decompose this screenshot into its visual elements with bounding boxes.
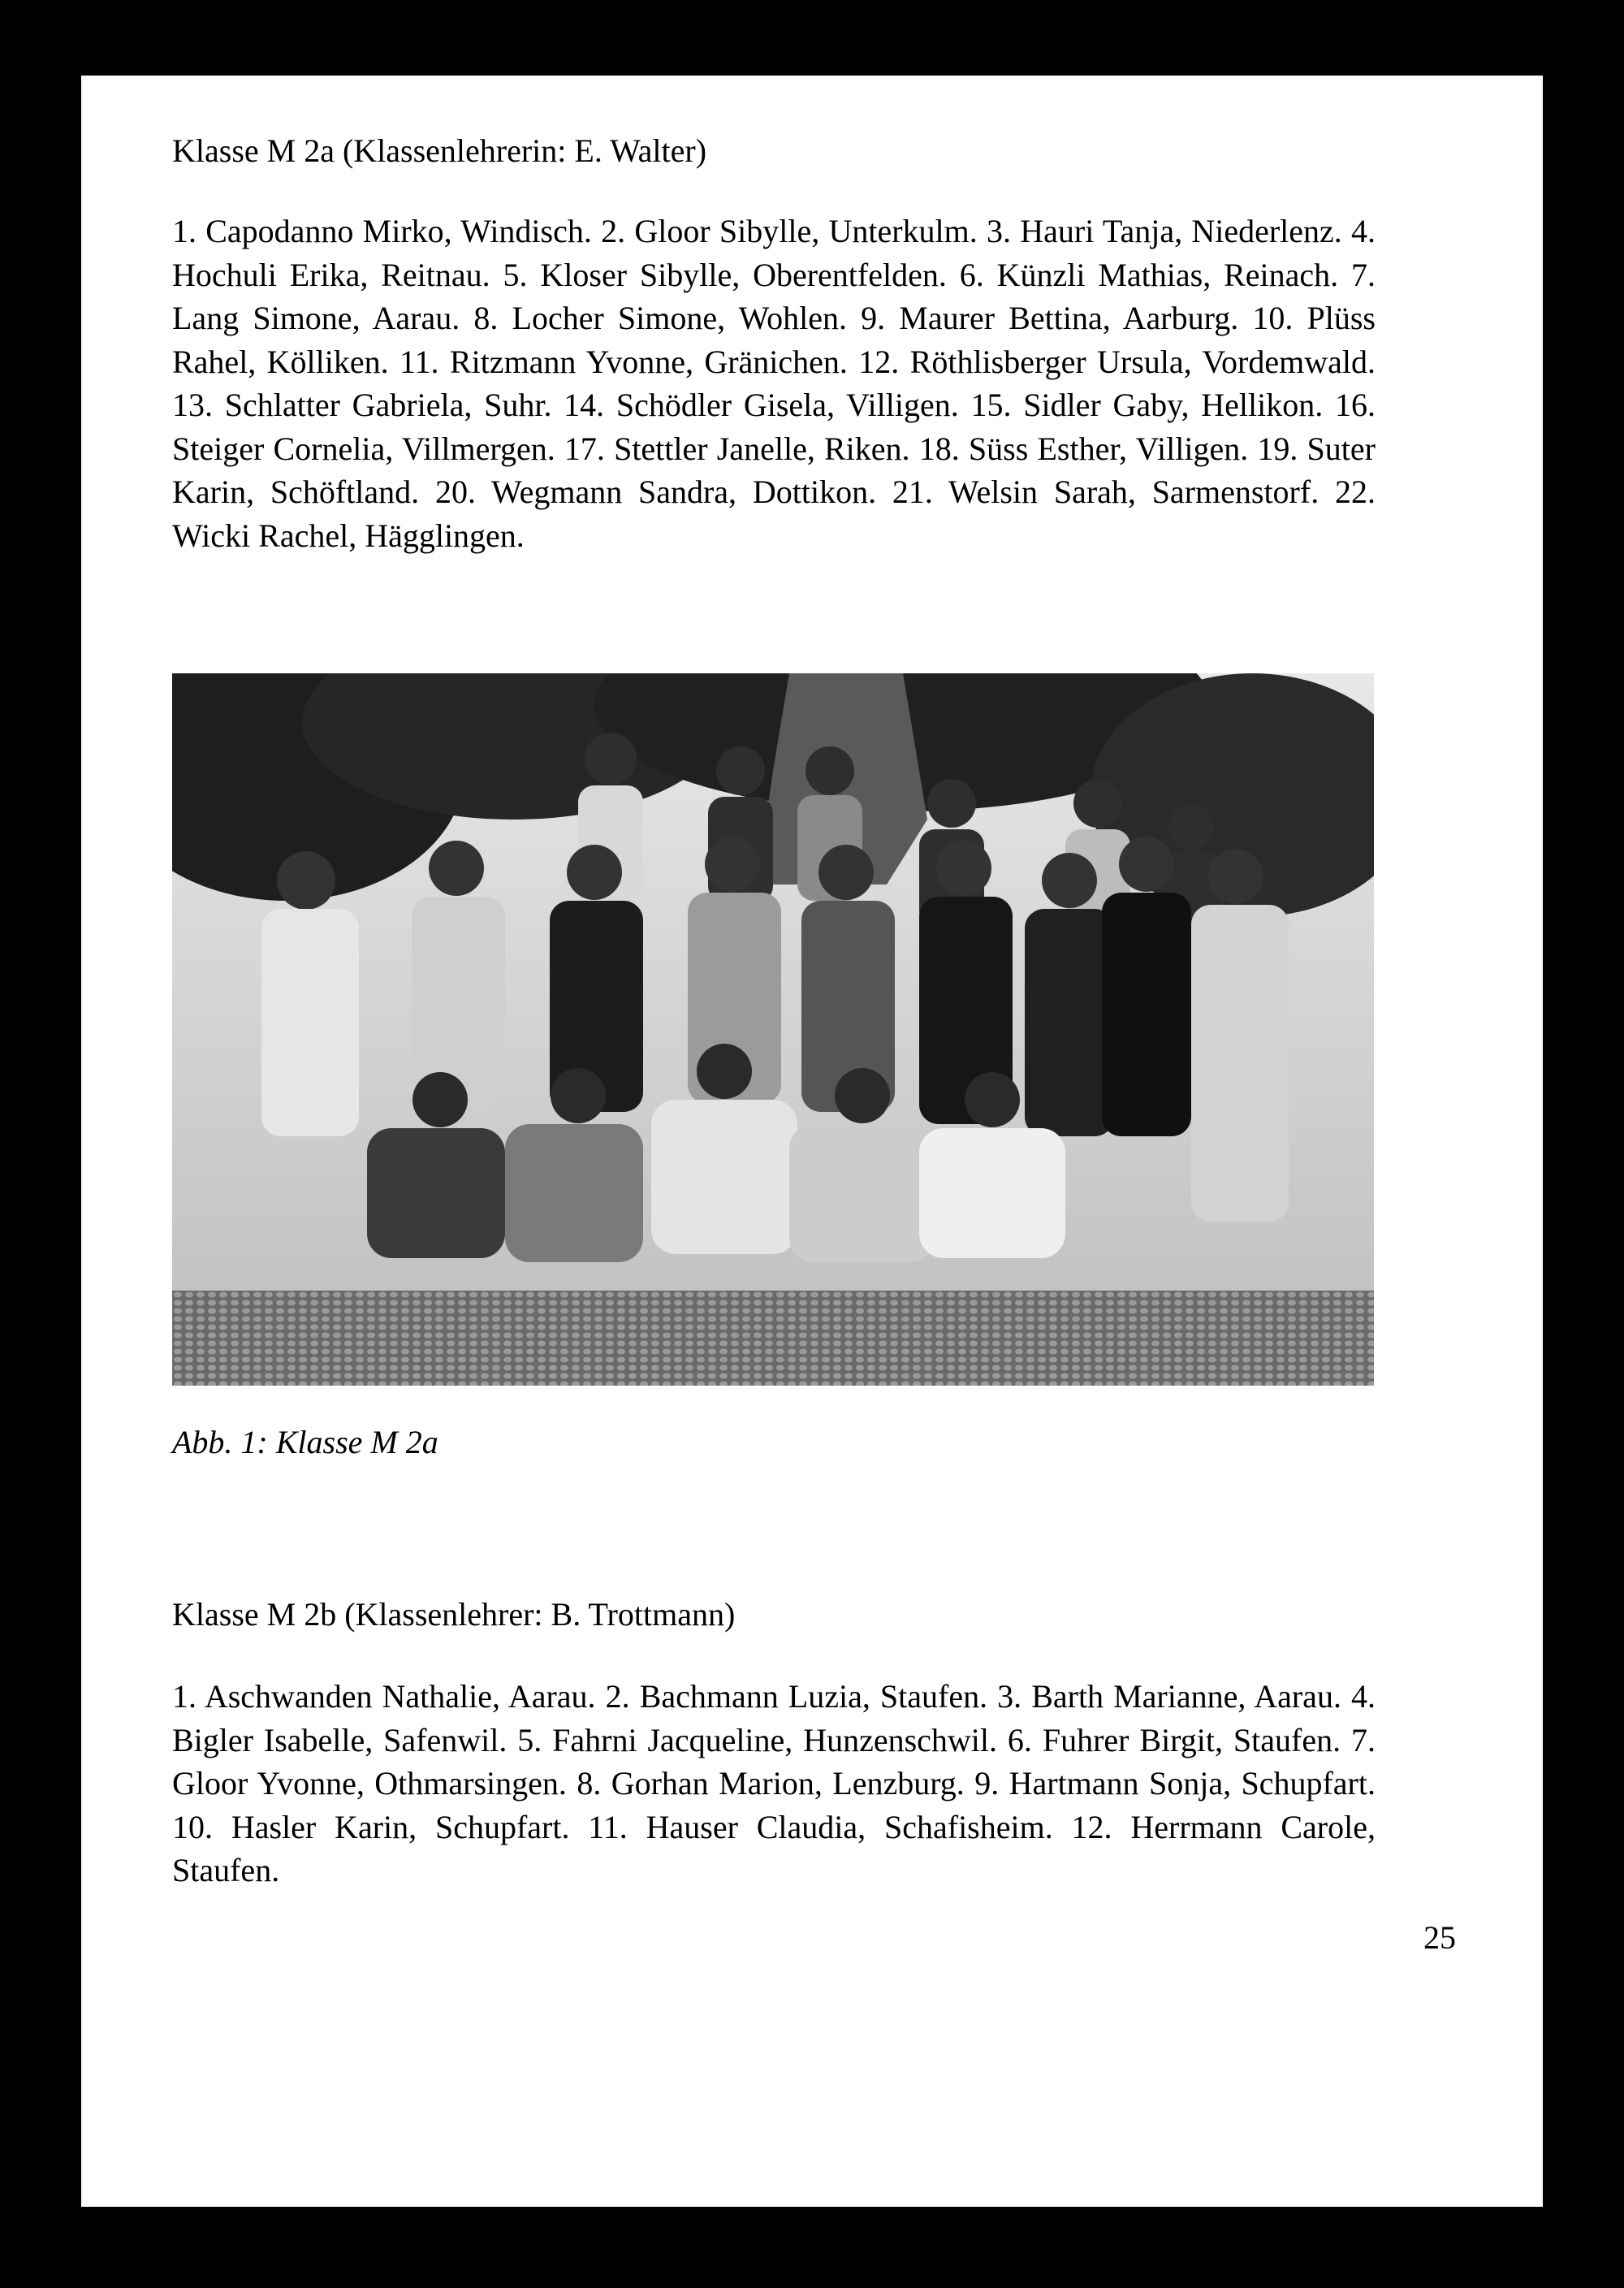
class-m2a-student-list: 1. Capodanno Mirko, Windisch. 2. Gloor Sibylle, Unterkulm. 3. Hauri Tanja, Niederlenz. 4. Hochuli Erika, Reitnau. 5. Kloser Sibylle, Oberentfelden. 6. Künzli Mathias, Reinach. 7. Lang Simone, Aarau. 8. Locher Simone, Wohlen. 9. Maurer Bettina, Aarburg. 10. Plüss Rahel, Kölliken. 11. Ritzmann Yvonne, Gränichen. 12. Röthlisberger Ursula, Vordemwald. 13. Schlatter Gabriela, Suhr. 14. Schödler Gisela, Villigen. 15. Sidler Gaby, Hellikon. 16. Steiger Cornelia, Villmergen. 17. Stettler Janelle, Riken. 18. Süss Esther, Villigen. 19. Suter Karin, Schöftland. 20. Wegmann Sandra, Dottikon. 21. Welsin Sarah, Sarmenstorf. 22. Wicki Rachel, Hägglingen. <box>172 213 1376 554</box>
class-photo <box>172 673 1374 1386</box>
page-number: 25 <box>1423 1919 1456 1956</box>
class-m2b-heading: Klasse M 2b (Klassenlehrer: B. Trottmann) <box>172 1596 736 1633</box>
class-photo-illustration <box>172 673 1374 1386</box>
class-m2b-student-list: 1. Aschwanden Nathalie, Aarau. 2. Bachmann Luzia, Staufen. 3. Barth Marianne, Aarau. 4. Bigler Isabelle, Safenwil. 5. Fahrni Jacqueline, Hunzenschwil. 6. Fuhrer Birgit, Staufen. 7. Gloor Yvonne, Othmarsingen. 8. Gorhan Marion, Lenzburg. 9. Hartmann Sonja, Schupfart. 10. Hasler Karin, Schupfart. 11. Hauser Claudia, Schafisheim. 12. Herrmann Carole, Staufen. <box>172 1678 1376 1888</box>
class-m2a-heading: Klasse M 2a (Klassenlehrerin: E. Walter) <box>172 132 707 169</box>
photo-caption: Abb. 1: Klasse M 2a <box>172 1424 438 1460</box>
